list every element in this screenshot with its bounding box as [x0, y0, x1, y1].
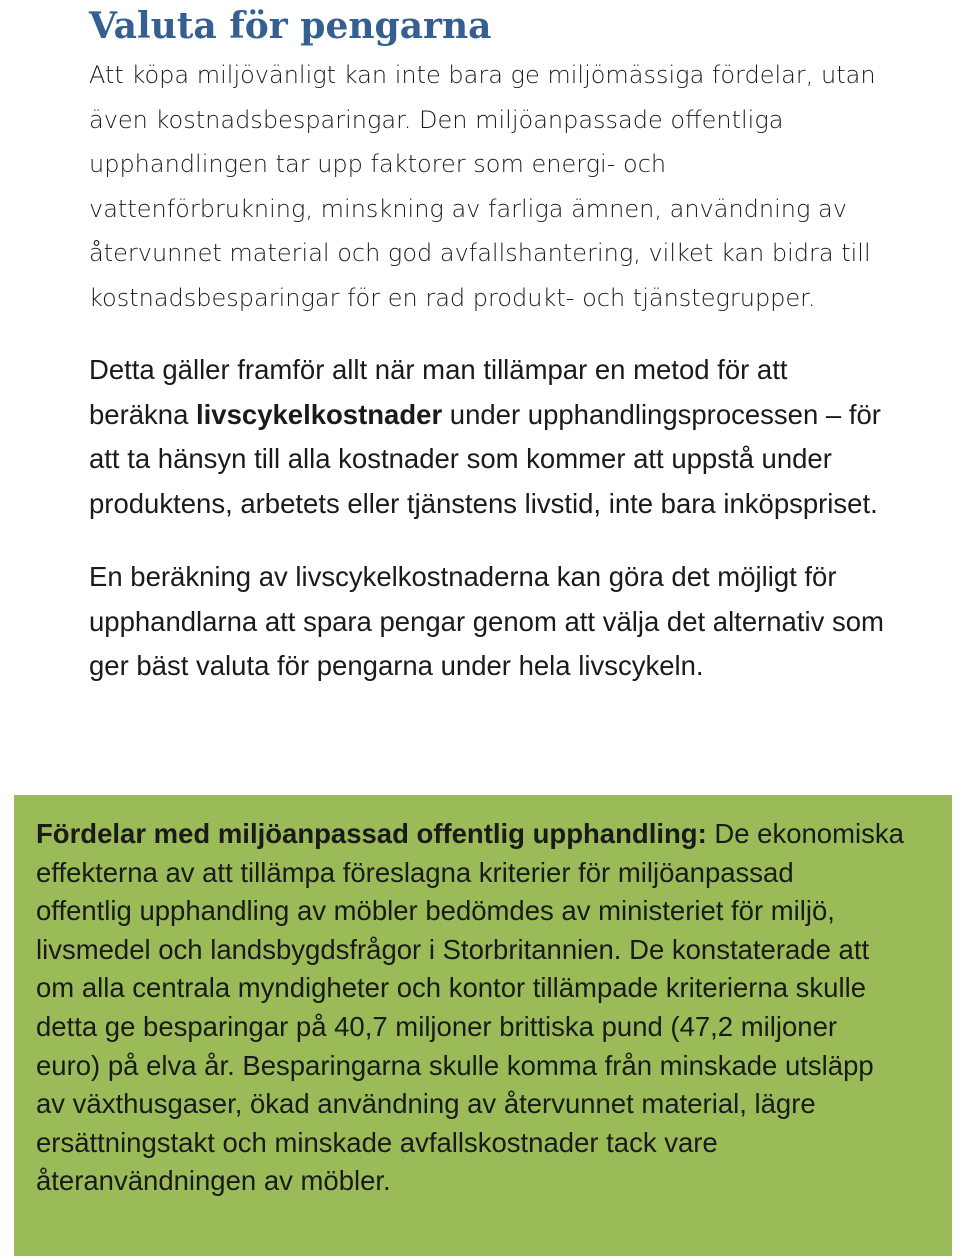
text-line: detta ge besparingar på 40,7 miljoner brittiska pund (47,2 miljoner [36, 1010, 838, 1042]
text-segment: under upphandlingsprocessen – för [442, 398, 881, 430]
text-line: upphandlarna att spara pengar genom att välja det alternativ som [89, 605, 884, 637]
lifecycle-cost-term: livscykelkostnader [196, 398, 443, 430]
lifecycle-cost-paragraph [89, 348, 881, 526]
text-line: produktens, arbetets eller tjänstens livstid, inte bara inköpspriset. [89, 487, 878, 519]
intro-paragraph [89, 53, 876, 321]
benefits-text [36, 815, 904, 1201]
text-line: att ta hänsyn till alla kostnader som kommer att uppstå under [89, 443, 832, 475]
text-line: vattenförbrukning, minskning av farliga ämnen, användning av [89, 194, 847, 223]
text-line: upphandlingen tar upp faktorer som energi- och [89, 150, 667, 179]
text-line: effekterna av att tillämpa föreslagna kriterier för miljöanpassad [36, 856, 794, 888]
calculation-paragraph [89, 555, 884, 689]
text-line: återvunnet material och god avfallshantering, vilket kan bidra till [89, 239, 871, 268]
text-line: Att köpa miljövänligt kan inte bara ge miljömässiga fördelar, utan [89, 61, 876, 89]
text-line: ersättningstakt och minskade avfallskostnader tack vare [36, 1126, 718, 1158]
text-line [89, 393, 881, 438]
text-line: En beräkning av livscykelkostnaderna kan göra det möjligt för [89, 561, 837, 592]
text-line: av växthusgaser, ökad användning av återvunnet material, lägre [36, 1088, 816, 1120]
text-line: livsmedel och landsbygdsfrågor i Storbritannien. De konstaterade att [36, 933, 870, 965]
text-segment: beräkna [89, 398, 197, 430]
text-line: om alla centrala myndigheter och kontor tillämpade kriterierna skulle [36, 972, 866, 1004]
text-line: kostnadsbesparingar för en rad produkt- och tjänstegrupper. [89, 283, 816, 312]
page-title: Valuta för pengarna [89, 5, 492, 47]
text-line: återanvändningen av möbler. [36, 1165, 391, 1197]
text-line: även kostnadsbesparingar. Den miljöanpassade offentliga [89, 105, 784, 134]
text-line: Detta gäller framför allt när man tillämpar en metod för att [89, 354, 788, 385]
text-segment: De ekonomiska [706, 818, 904, 849]
benefits-box-background [14, 795, 952, 1256]
text-line: euro) på elva år. Besparingarna skulle komma från minskade utsläpp [36, 1049, 874, 1081]
benefits-heading: Fördelar med miljöanpassad offentlig upphandling: [36, 818, 707, 849]
text-line: offentlig upphandling av möbler bedömdes av ministeriet för miljö, [36, 895, 835, 927]
text-line [36, 815, 904, 854]
text-line: ger bäst valuta för pengarna under hela livscykeln. [89, 650, 704, 682]
benefits-box [4, 785, 956, 1256]
